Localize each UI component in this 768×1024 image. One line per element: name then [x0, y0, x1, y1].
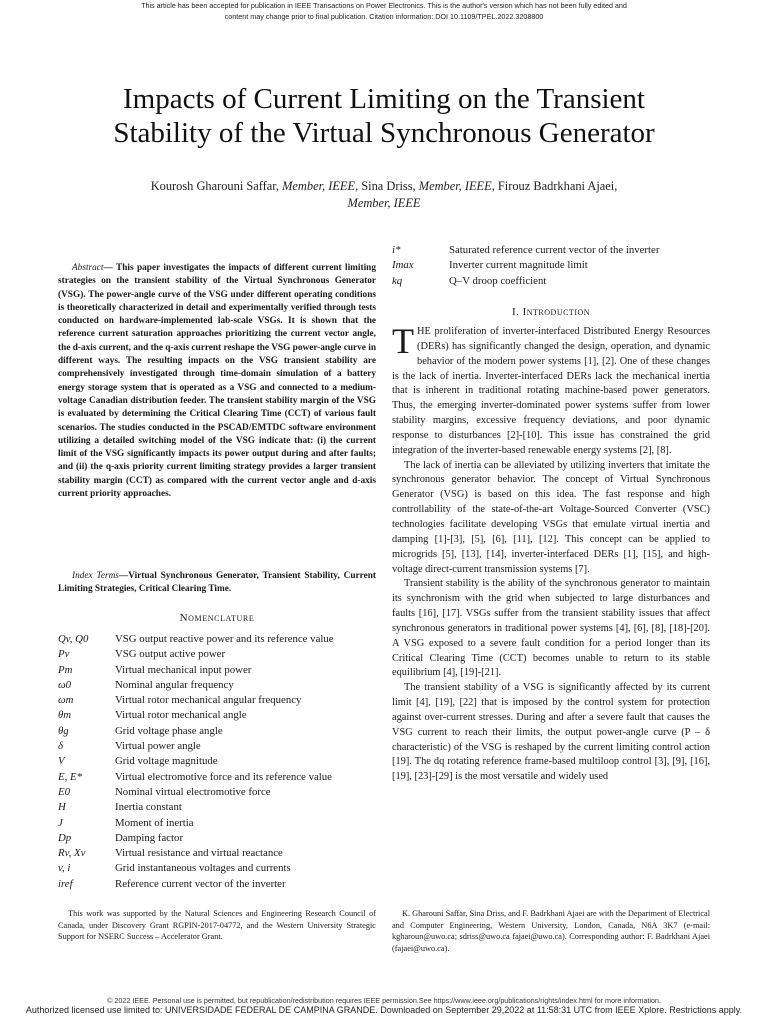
nomenclature-symbol: ωm — [58, 694, 74, 707]
nomenclature-symbol: E, E* — [58, 770, 82, 783]
nomenclature-symbol: Imax — [392, 259, 414, 272]
author-1-role: Member, IEEE — [282, 179, 356, 193]
nomenclature-row — [58, 724, 376, 739]
nomenclature-row — [58, 846, 376, 861]
nomenclature-row — [58, 678, 376, 693]
affiliation-footnote: K. Gharouni Saffar, Sina Driss, and F. Badrkhani Ajaei are with the Department of Electrical and Computer Engineering, Western University, London, Canada, N6A 3K7 (e-mail: kgharoun@uwo.ca; sdriss@uwo.ca fajaei@uwo.ca). Corresponding author: F. Badrkhani Ajaei (fajaei@uwo.ca). — [392, 909, 710, 953]
nomenclature-row — [392, 258, 710, 273]
nomenclature-symbol: ω0 — [58, 678, 72, 691]
nomenclature-symbol: δ — [58, 740, 64, 753]
nomenclature-symbol: J — [58, 816, 63, 829]
license-notice: Authorized licensed use limited to: UNIVERSIDADE FEDERAL DE CAMPINA GRANDE. Downloaded on September 29,2022 at 11:58:31 UTC from IEEE Xplore. Restrictions apply. — [25, 1005, 743, 1015]
section-heading-introduction: I. Introduction — [511, 306, 591, 318]
nomenclature-description: Virtual electromotive force and its reference value — [115, 770, 332, 783]
nomenclature-symbol: Pv — [58, 648, 70, 661]
nomenclature-description: Virtual rotor mechanical angle — [115, 709, 247, 722]
title-line-2: Stability of the Virtual Synchronous Generator — [113, 117, 655, 149]
author-2: , Sina Driss, — [355, 179, 419, 193]
nomenclature-row — [58, 877, 376, 892]
nomenclature-description: Grid voltage magnitude — [115, 755, 218, 768]
nomenclature-row — [58, 632, 376, 647]
nomenclature-symbol: θg — [58, 724, 69, 737]
author-list — [60, 178, 708, 212]
nomenclature-symbol: kq — [392, 274, 403, 287]
nomenclature-row — [58, 739, 376, 754]
nomenclature-row — [58, 647, 376, 662]
nomenclature-description: Saturated reference current vector of the inverter — [449, 244, 660, 256]
nomenclature-row — [392, 243, 710, 258]
nomenclature-description: Nominal angular frequency — [115, 678, 234, 691]
intro-paragraph-4: The transient stability of a VSG is significantly affected by its current limit [4], [19], [22] that is imposed by the control system for protection against over-current stresses. During and after a severe fault that causes the VSG current to reach their limits, the output power-angle curve (P – δ characteristic) of the VSG is reshaped by the current limiting control action [19]. The dq rotating reference frame-based multiloop control [3], [9], [16], [19], [23]-[29] is the most versatile and widely used — [392, 682, 710, 783]
author-3-role: Member, IEEE — [347, 196, 421, 210]
nomenclature-description: Virtual power angle — [115, 740, 201, 753]
title-line-1: Impacts of Current Limiting on the Transient — [123, 83, 645, 115]
nomenclature-row — [58, 816, 376, 831]
nomenclature-symbol: H — [58, 801, 66, 814]
intro-paragraph-2: The lack of inertia can be alleviated by utilizing inverters that imitate the synchronous generator behavior. The concept of Virtual Synchronous Generator (VSG) is based on this idea. The fast response and high controllability of the state-of-the-art Voltage-Sourced Converter (VSC) technologies facilitate developing VSGs that emulate virtual inertia and damping [1]-[3], [5], [6], [11], [12]. This concept can be applied to microgrids [5], [13], [14], inverter-interfaced DERs [1], [15], and high-voltage direct-current transmission systems [7]. — [392, 459, 710, 575]
nomenclature-description: Reference current vector of the inverter — [115, 877, 286, 890]
nomenclature-description: Nominal virtual electromotive force — [115, 785, 271, 798]
introduction-body — [392, 321, 710, 785]
nomenclature-row — [392, 274, 710, 289]
nomenclature-description: Damping factor — [115, 831, 184, 844]
nomenclature-description: Grid instantaneous voltages and currents — [115, 862, 291, 875]
nomenclature-description: VSG output reactive power and its reference value — [115, 633, 334, 645]
nomenclature-description: Grid voltage phase angle — [115, 724, 223, 737]
journal-header — [0, 0, 768, 22]
nomenclature-symbol: iref — [58, 877, 73, 890]
nomenclature-symbol: θm — [58, 709, 72, 722]
author-1: Kourosh Gharouni Saffar, — [150, 179, 283, 193]
nomenclature-description: Q–V droop coefficient — [449, 274, 547, 287]
nomenclature-symbol: Rv, Xv — [58, 847, 86, 860]
nomenclature-list-continued — [392, 243, 710, 289]
abstract — [58, 262, 376, 501]
nomenclature-row — [58, 785, 376, 800]
nomenclature-row — [58, 693, 376, 708]
author-2-role: Member, IEEE — [418, 179, 492, 193]
intro-paragraph-3: Transient stability is the ability of the synchronous generator to maintain its synchronism with the grid when subjected to large disturbances and faults [16], [17]. VSGs suffer from the transient stability issues that affect synchronous generators in traditional power systems [4], [6], [8], [18]-[20]. A VSG exposed to a severe fault condition for a period longer than its Critical Clearing Time (CCT) becomes unable to return to its stable equilibrium [4], [19]-[21]. — [392, 578, 710, 679]
nomenclature-symbol: E0 — [58, 785, 70, 798]
nomenclature-description: VSG output active power — [115, 648, 226, 661]
nomenclature-row — [58, 861, 376, 876]
nomenclature-symbol: V — [58, 755, 65, 768]
index-terms-label: Index Terms — [72, 571, 119, 581]
funding-footnote: This work was supported by the Natural Sciences and Engineering Research Council of Canada, under Discovery Grant RGPIN-2017-04772, and the Western University Strategic Support for NSERC Success – Accelerator Grant. — [58, 909, 376, 942]
author-3: , Firouz Badrkhani Ajaei, — [491, 179, 618, 193]
abstract-text: — This paper investigates the impacts of different current limiting strategies on the transient stability of the Virtual Synchronous Generator (VSG). The power-angle curve of the VSG under different operating conditions is theoretically characterized in detail and experimentally verified through tests conducted on hardware-implemented lab-scale VSGs. It is shown that the reference current saturation approaches prioritizing the current vector angle, the d-axis current, and the q-axis current reshape the VSG power-angle curve in different ways. The resulting impacts on the VSG transient stability are comprehensively investigated through time-domain simulation of a battery energy storage system that is operated as a VSG and connected to a medium-voltage Canadian distribution feeder. The transient stability margin of the VSG is evaluated by determining the Critical Clearing Time (CCT) of various fault scenarios. The studies conducted in the PSCAD/EMTDC software environment utilizing a detailed switching model of the VSG indicate that: (i) the current limit of the VSG significantly impacts its power output during and after faults; and (ii) the q-axis priority current limiting strategy provides a larger transient stability margin (CCT) as compared with the current vector angle and d-axis current priority approaches. — [58, 263, 376, 500]
nomenclature-row — [58, 770, 376, 785]
nomenclature-symbol: Dp — [58, 831, 72, 844]
nomenclature-list — [58, 632, 376, 892]
nomenclature-description: Inverter current magnitude limit — [449, 259, 588, 272]
drop-cap: T — [392, 321, 414, 361]
nomenclature-symbol: v, i — [58, 862, 71, 875]
header-line-2: content may change prior to final publication. Citation information: DOI 10.1109/TPEL.2022.3208800 — [224, 12, 544, 21]
nomenclature-symbol: Pm — [58, 663, 73, 676]
intro-paragraph-1: HE proliferation of inverter-interfaced Distributed Energy Resources (DERs) has significantly changed the design, operation, and dynamic behavior of the modern power systems [1], [2]. One of these changes is the lack of inertia. Inverter-interfaced DERs lack the mechanical inertia that is inherent in traditional rotating machine-based power generators. Thus, the emerging inverter-dominated power systems suffer from lower stability margins, excessive frequency deviations, and poor dynamic response to disturbances [2]-[10]. This issue has constrained the grid integration of the inverter-based renewable energy systems [2], [8]. — [392, 326, 710, 456]
nomenclature-description: Virtual rotor mechanical angular frequency — [115, 694, 302, 707]
nomenclature-row — [58, 663, 376, 678]
index-terms-text: —Virtual Synchronous Generator, Transient Stability, Current Limiting Strategies, Critical Clearing Time. — [58, 571, 376, 595]
paper-title — [40, 82, 728, 150]
header-line-1: This article has been accepted for publication in IEEE Transactions on Power Electronics. This is the author's version which has not been fully edited and — [141, 1, 627, 10]
nomenclature-row — [58, 831, 376, 846]
nomenclature-row — [58, 754, 376, 769]
abstract-label: Abstract — [72, 263, 104, 273]
nomenclature-description: Moment of inertia — [115, 816, 194, 829]
nomenclature-description: Inertia constant — [115, 801, 182, 814]
nomenclature-description: Virtual resistance and virtual reactance — [115, 847, 283, 860]
copyright-notice: © 2022 IEEE. Personal use is permitted, but republication/redistribution requires IEEE permission.See https://www.ieee.org/publications/rights/index.html for more information. — [107, 996, 661, 1005]
nomenclature-heading: Nomenclature — [179, 612, 255, 624]
nomenclature-row — [58, 708, 376, 723]
index-terms — [58, 570, 376, 597]
nomenclature-description: Virtual mechanical input power — [115, 663, 252, 676]
nomenclature-row — [58, 800, 376, 815]
nomenclature-symbol: Qv, Q0 — [58, 633, 89, 645]
nomenclature-symbol: i* — [392, 244, 401, 256]
